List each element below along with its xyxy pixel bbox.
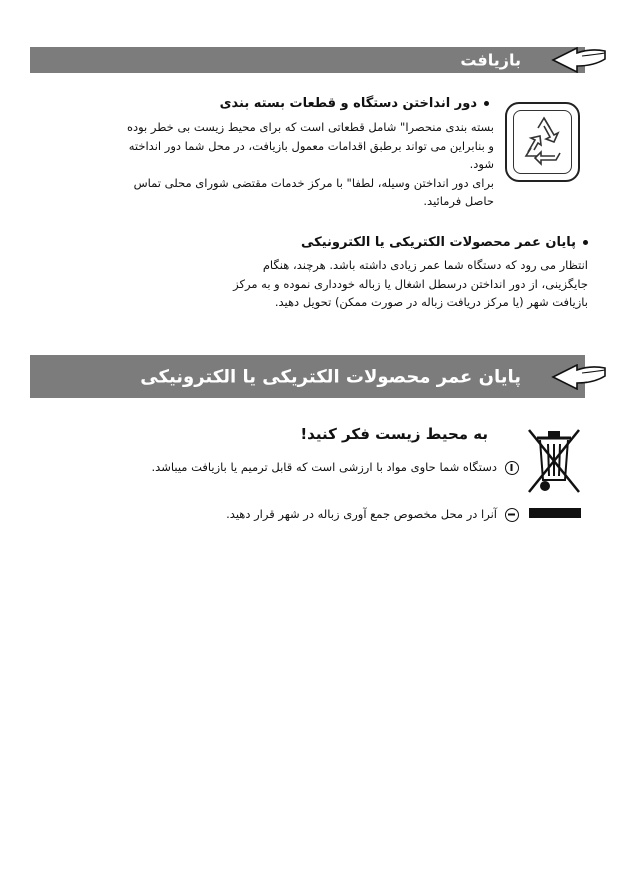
recycle-icon [507, 104, 578, 180]
info-icon [505, 508, 519, 522]
pointing-arrow-icon [549, 47, 607, 73]
weee-bar-mark [529, 508, 581, 518]
item-heading: دور انداختن دستگاه و قطعات بسته بندی [220, 96, 489, 111]
bullet-icon [583, 240, 588, 245]
info-row-collection-point [226, 507, 519, 522]
section-title-recycling: بازیافت [460, 50, 521, 70]
item-disposal [220, 96, 489, 111]
item-end-of-life-body [118, 256, 588, 312]
paragraph-line: جایگزینی، از دور انداختن درسطل اشغال یا زباله خودداری نموده و به مرکز [233, 276, 588, 291]
info-icon [505, 461, 519, 475]
paragraph-line: شود. [469, 157, 494, 171]
recycle-symbol [505, 102, 580, 182]
crossed-bin-icon [523, 428, 583, 498]
paragraph-line: بسته بندی منحصرا" شامل قطعاتی است که برای محیط زیست بی خطر بوده [126, 120, 494, 134]
section-header-recycling [30, 47, 585, 73]
bullet-icon [484, 101, 489, 106]
info-row-valuable-materials [152, 460, 519, 475]
paragraph-line: و بنابراین می تواند برطبق اقدامات معمول بازیافت، در محل شما دور انداخته [128, 138, 494, 153]
paragraph-line: حاصل فرمائید. [423, 194, 494, 208]
section-title-end-of-life: پایان عمر محصولات الکتریکی یا الکترونیکی [140, 366, 521, 387]
paragraph-line: انتظار می رود که دستگاه شما عمر زیادی داشته باشد. هرچند، هنگام [262, 258, 588, 272]
pointing-arrow-icon [549, 364, 607, 390]
paragraph-line: برای دور انداختن وسیله، لطفا" با مرکز خدمات مقتضی شورای محلی تماس [133, 175, 494, 190]
info-text: آنرا در محل مخصوص جمع آوری زباله در شهر قرار دهید. [226, 507, 497, 521]
item-heading: پایان عمر محصولات الکتریکی یا الکترونیکی [301, 235, 588, 250]
paragraph-line: بازیافت شهر (یا مرکز دریافت زباله در صورت ممکن) تحویل دهید. [274, 295, 588, 309]
environment-heading: به محیط زیست فکر کنید! [300, 425, 488, 443]
info-text: دستگاه شما حاوی مواد با ارزشی است که قابل ترمیم یا بازیافت میباشد. [151, 460, 497, 474]
section-header-end-of-life [30, 355, 585, 398]
item-disposal-body [24, 118, 494, 211]
item-end-of-life [301, 235, 588, 250]
